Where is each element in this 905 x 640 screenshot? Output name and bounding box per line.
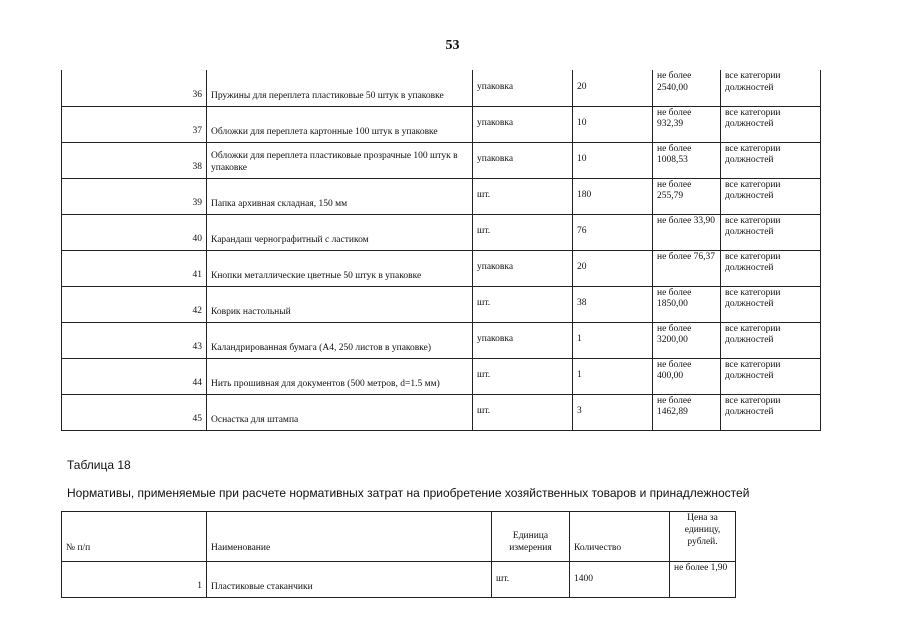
item-unit: шт. — [473, 286, 573, 322]
item-quantity: 10 — [573, 106, 653, 142]
table-caption: Таблица 18 — [67, 458, 131, 472]
item-quantity: 20 — [573, 70, 653, 106]
page-number: 53 — [445, 38, 460, 53]
item-name: Коврик настольный — [207, 286, 473, 322]
table-row — [62, 214, 821, 250]
item-category: все категории должностей — [721, 178, 821, 214]
table-row — [62, 286, 821, 322]
item-category: все категории должностей — [721, 214, 821, 250]
item-name: Кнопки металлические цветные 50 штук в упаковке — [207, 250, 473, 286]
item-quantity: 76 — [573, 214, 653, 250]
row-number: 45 — [62, 394, 207, 430]
item-name: Папка архивная складная, 150 мм — [207, 178, 473, 214]
item-unit: упаковка — [473, 142, 573, 178]
header-qty: Количество — [570, 512, 670, 562]
item-name: Пружины для переплета пластиковые 50 штук в упаковке — [207, 70, 473, 106]
table-row — [62, 178, 821, 214]
row-number: 42 — [62, 286, 207, 322]
item-category: все категории должностей — [721, 106, 821, 142]
item-price: не более 3200,00 — [653, 322, 721, 358]
item-name: Пластиковые стаканчики — [207, 562, 492, 598]
item-category: все категории должностей — [721, 286, 821, 322]
row-number: 38 — [62, 142, 207, 178]
item-price: не более 255,79 — [653, 178, 721, 214]
header-unit: Единица измерения — [492, 512, 570, 562]
item-unit: упаковка — [473, 70, 573, 106]
item-unit: шт. — [473, 358, 573, 394]
row-number: 36 — [62, 70, 207, 106]
item-quantity: 1 — [573, 358, 653, 394]
row-number: 44 — [62, 358, 207, 394]
item-name: Карандаш чернографитный с ластиком — [207, 214, 473, 250]
table-row — [62, 394, 821, 430]
table-row — [62, 142, 821, 178]
header-num: № п/п — [62, 512, 207, 562]
item-category: все категории должностей — [721, 250, 821, 286]
item-unit: упаковка — [473, 250, 573, 286]
item-unit: шт. — [473, 214, 573, 250]
table-title: Нормативы, применяемые при расчете нормативных затрат на приобретение хозяйственных товаров и принадлежностей — [67, 486, 750, 500]
item-quantity: 180 — [573, 178, 653, 214]
item-quantity: 1 — [573, 322, 653, 358]
item-name: Каландрированная бумага (А4, 250 листов в упаковке) — [207, 322, 473, 358]
item-category: все категории должностей — [721, 358, 821, 394]
row-number: 37 — [62, 106, 207, 142]
item-price: не более 1462,89 — [653, 394, 721, 430]
row-number: 1 — [62, 562, 207, 598]
header-name: Наименование — [207, 512, 492, 562]
item-name: Нить прошивная для документов (500 метров, d=1.5 мм) — [207, 358, 473, 394]
item-price: не более 932,39 — [653, 106, 721, 142]
item-quantity: 1400 — [570, 562, 670, 598]
item-name: Оснастка для штампа — [207, 394, 473, 430]
item-quantity: 3 — [573, 394, 653, 430]
supplies-table-body — [62, 70, 821, 430]
row-number: 41 — [62, 250, 207, 286]
item-category: все категории должностей — [721, 70, 821, 106]
table-row — [62, 562, 736, 598]
item-quantity: 38 — [573, 286, 653, 322]
item-quantity: 20 — [573, 250, 653, 286]
item-price: не более 400,00 — [653, 358, 721, 394]
row-number: 40 — [62, 214, 207, 250]
table-row — [62, 70, 821, 106]
row-number: 43 — [62, 322, 207, 358]
table-row — [62, 250, 821, 286]
item-category: все категории должностей — [721, 142, 821, 178]
item-price: не более 2540,00 — [653, 70, 721, 106]
header-price: Цена за единицу, рублей. — [670, 512, 736, 562]
household-goods-table — [61, 511, 736, 598]
item-price: не более 1008,53 — [653, 142, 721, 178]
item-name: Обложки для переплета картонные 100 штук в упаковке — [207, 106, 473, 142]
table-row — [62, 358, 821, 394]
item-quantity: 10 — [573, 142, 653, 178]
item-unit: шт. — [492, 562, 570, 598]
item-category: все категории должностей — [721, 394, 821, 430]
household-goods-table-body — [62, 512, 736, 598]
supplies-table — [61, 70, 821, 431]
table-row — [62, 106, 821, 142]
item-unit: шт. — [473, 178, 573, 214]
item-unit: упаковка — [473, 106, 573, 142]
item-price: не более 1,90 — [670, 562, 736, 598]
item-unit: шт. — [473, 394, 573, 430]
item-name: Обложки для переплета пластиковые прозрачные 100 штук в упаковке — [207, 142, 473, 178]
item-category: все категории должностей — [721, 322, 821, 358]
row-number: 39 — [62, 178, 207, 214]
item-price: не более 33,90 — [653, 214, 721, 250]
table-header-row — [62, 512, 736, 562]
item-price: не более 1850,00 — [653, 286, 721, 322]
item-price: не более 76,37 — [653, 250, 721, 286]
table-row — [62, 322, 821, 358]
item-unit: упаковка — [473, 322, 573, 358]
